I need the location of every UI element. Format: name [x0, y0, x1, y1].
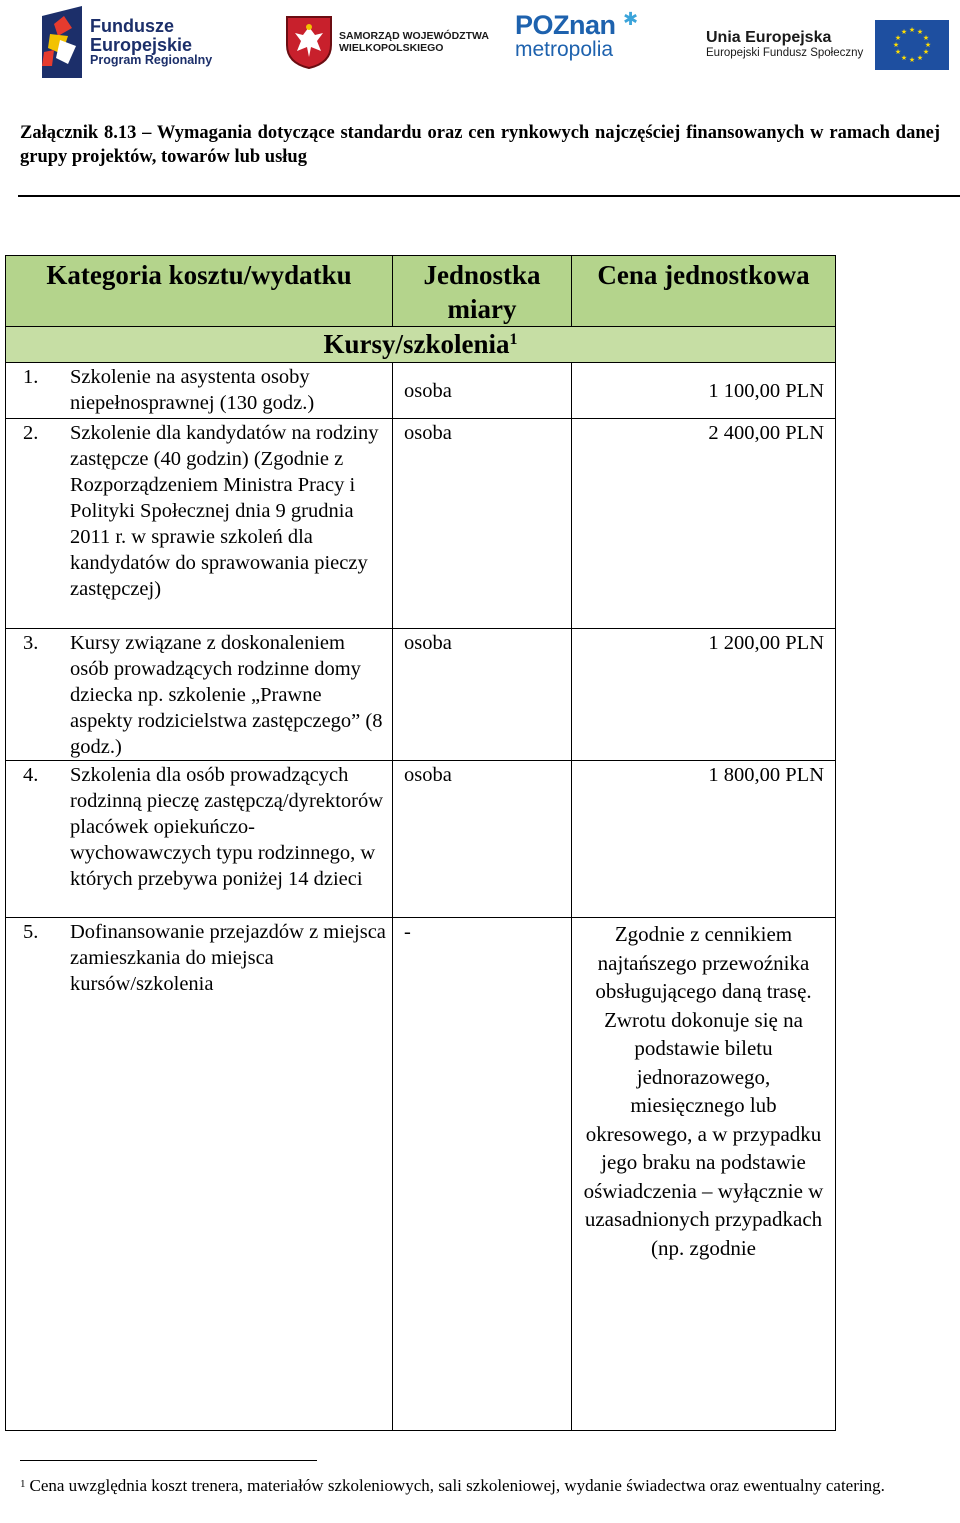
svg-text:★: ★	[893, 41, 900, 49]
row-price: 1 100,00 PLN	[572, 363, 836, 419]
unia-europejska-text	[706, 29, 863, 60]
svg-text:★: ★	[901, 54, 908, 62]
section-row	[6, 327, 836, 363]
table-header-row	[6, 256, 836, 327]
section-title: Kursy/szkolenia	[323, 329, 510, 359]
row-unit: osoba	[393, 419, 572, 629]
svg-text:★: ★	[895, 48, 902, 56]
wielkopolska-coat-of-arms-icon	[285, 15, 333, 69]
row-category-cell	[6, 363, 393, 419]
wielkopolska-text	[339, 30, 489, 54]
fe-line-2: Europejskie	[90, 34, 193, 55]
row-number: 5.	[23, 921, 39, 943]
star-icon: ✱	[623, 9, 639, 29]
svg-text:★: ★	[901, 28, 908, 36]
svg-text:★: ★	[917, 28, 924, 36]
wlkp-line-2: WIELKOPOLSKIEGO	[339, 42, 444, 54]
fundusze-europejskie-text	[90, 17, 212, 66]
fe-line-3: Program Regionalny	[90, 52, 213, 67]
poz-line-1: POZnan	[515, 10, 616, 40]
eu-flag-icon	[875, 20, 949, 70]
svg-text:★: ★	[923, 48, 930, 56]
footnote-mark: 1	[20, 1478, 26, 1490]
row-number: 2.	[23, 422, 39, 444]
row-price: 1 200,00 PLN	[572, 629, 836, 761]
fundusze-europejskie-logo	[42, 6, 212, 78]
poznan-metropolia-logo	[515, 9, 639, 61]
unia-europejska-logo	[706, 20, 949, 70]
fundusze-europejskie-flag-icon	[42, 6, 82, 78]
row-unit: -	[393, 918, 572, 1431]
table-row	[6, 363, 836, 419]
row-category: Szkolenie dla kandydatów na rodziny zastępcze (40 godzin) (Zgodnie z Rozporządzeniem Ministra Pracy i Polityki Społecznej dnia 9 grudnia 2011 r. w sprawie szkoleń dla kandydatów do sprawowania pieczy zastępczej)	[70, 422, 379, 600]
table-row	[6, 761, 836, 918]
row-unit: osoba	[393, 629, 572, 761]
row-number: 3.	[23, 632, 39, 654]
row-unit: osoba	[393, 363, 572, 419]
table-row	[6, 918, 836, 1431]
ue-line-1: Unia Europejska	[706, 29, 832, 47]
svg-text:★: ★	[917, 54, 924, 62]
poz-line-2: metropolia	[515, 38, 614, 61]
svg-text:★: ★	[909, 26, 916, 34]
footnote-text: Cena uwzględnia koszt trenera, materiałów szkoleniowych, sali szkoleniowej, wydanie świadectwa oraz ewentualny catering.	[29, 1476, 885, 1495]
row-category: Szkolenie na asystenta osoby niepełnosprawnej (130 godz.)	[70, 366, 315, 414]
header-category: Kategoria kosztu/wydatku	[6, 256, 393, 327]
svg-text:★: ★	[895, 34, 902, 42]
row-unit: osoba	[393, 761, 572, 918]
row-category: Szkolenia dla osób prowadzących rodzinną pieczę zastępczą/dyrektorów placówek opiekuńczo-wychowawczych typu rodzinnego, w których przebywa poniżej 14 dzieci	[70, 764, 384, 890]
row-price: Zgodnie z cennikiem najtańszego przewoźnika obsługującego daną trasę. Zwrotu dokonuje się na podstawie biletu jednorazowego, miesięcznego lub okresowego, a w przypadku jego braku na podstawie oświadczenia – wyłącznie w uzasadnionych przypadkach (np. zgodnie	[572, 918, 836, 1431]
row-category: Dofinansowanie przejazdów z miejsca zamieszkania do miejsca kursów/szkolenia	[70, 921, 386, 995]
table-row	[6, 629, 836, 761]
row-number: 4.	[23, 764, 39, 786]
wielkopolska-logo	[285, 15, 489, 69]
wlkp-line-1: SAMORZĄD WOJEWÓDZTWA	[339, 29, 489, 42]
cost-table	[5, 255, 836, 1431]
heading-rule	[18, 195, 960, 197]
footnote	[20, 1474, 950, 1498]
row-number: 1.	[23, 366, 39, 388]
header-price: Cena jednostkowa	[572, 256, 836, 327]
row-price: 2 400,00 PLN	[572, 419, 836, 629]
section-footnote-mark: 1	[509, 331, 518, 348]
row-price: 1 800,00 PLN	[572, 761, 836, 918]
document-heading: Załącznik 8.13 – Wymagania dotyczące standardu oraz cen rynkowych najczęściej finansowanych w ramach danej grupy projektów, towarów lub usług	[20, 123, 940, 167]
svg-text:★: ★	[923, 34, 930, 42]
logo-bar	[0, 0, 960, 90]
table-row	[6, 419, 836, 629]
svg-text:★: ★	[909, 56, 916, 64]
row-category-cell	[6, 918, 393, 1431]
row-category-cell	[6, 419, 393, 629]
footnote-rule	[20, 1460, 317, 1461]
ue-line-2: Europejski Fundusz Społeczny	[706, 46, 864, 59]
row-category-cell	[6, 629, 393, 761]
svg-text:★: ★	[925, 41, 932, 49]
fe-line-1: Fundusze	[90, 16, 174, 37]
row-category: Kursy związane z doskonaleniem osób prowadzących rodzinne domy dziecka np. szkolenie „Prawne aspekty rodzicielstwa zastępczego” (8 godz.)	[70, 632, 383, 758]
section-cell	[6, 327, 836, 363]
header-unit: Jednostka miary	[393, 256, 572, 327]
row-category-cell	[6, 761, 393, 918]
